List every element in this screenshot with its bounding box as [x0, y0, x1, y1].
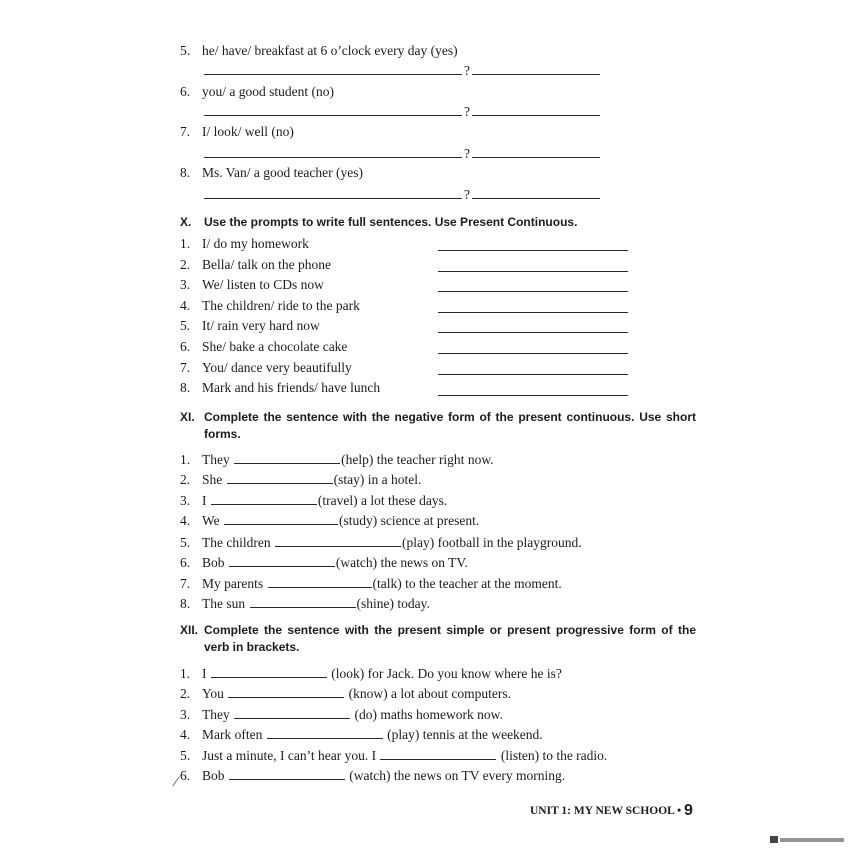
answer-blank[interactable]	[380, 747, 496, 760]
xii-item-2: 2. You (know) a lot about computers.	[180, 686, 511, 701]
answer-blank[interactable]	[211, 665, 327, 678]
answer-blank[interactable]	[227, 471, 333, 484]
x-item-8: 8. Mark and his friends/ have lunch	[180, 380, 381, 395]
answer-line[interactable]	[438, 353, 628, 354]
xii-item-5: 5. Just a minute, I can’t hear you. I (listen) to the radio.	[180, 748, 608, 763]
x-item-1: 1. I/ do my homework	[180, 236, 309, 251]
answer-blank[interactable]	[250, 595, 356, 608]
answer-blank[interactable]	[472, 145, 600, 158]
answer-blank[interactable]	[472, 62, 600, 75]
ix-answer-8: ?	[204, 186, 600, 202]
x-item-4: 4. The children/ ride to the park	[180, 298, 360, 313]
ix-item-6: 6. you/ a good student (no)	[180, 84, 334, 99]
xi-item-3: 3. I (travel) a lot these days.	[180, 493, 448, 508]
answer-blank[interactable]	[204, 103, 462, 116]
ix-answer-7: ?	[204, 145, 600, 161]
ix-answer-5: ?	[204, 62, 600, 78]
xi-item-8: 8. The sun (shine) today.	[180, 596, 430, 611]
x-item-5: 5. It/ rain very hard now	[180, 318, 320, 333]
publisher-stamp-icon	[770, 834, 846, 844]
answer-blank[interactable]	[224, 512, 338, 525]
answer-blank[interactable]	[275, 534, 401, 547]
footer-bullet: •	[677, 805, 682, 817]
answer-line[interactable]	[438, 291, 628, 292]
ix-item-5: 5. he/ have/ breakfast at 6 o’clock every day (yes)	[180, 43, 458, 58]
answer-line[interactable]	[438, 312, 628, 313]
answer-blank[interactable]	[268, 575, 372, 588]
answer-blank[interactable]	[229, 767, 345, 780]
answer-blank[interactable]	[204, 62, 462, 75]
page-footer	[530, 802, 693, 820]
x-item-2: 2. Bella/ talk on the phone	[180, 257, 331, 272]
answer-blank[interactable]	[228, 685, 344, 698]
answer-blank[interactable]	[472, 103, 600, 116]
xi-item-2: 2. She (stay) in a hotel.	[180, 472, 422, 487]
xi-item-6: 6. Bob (watch) the news on TV.	[180, 555, 468, 570]
answer-blank[interactable]	[229, 554, 335, 567]
x-item-7: 7. You/ dance very beautifully	[180, 360, 352, 375]
x-item-6: 6. She/ bake a chocolate cake	[180, 339, 348, 354]
xii-item-6: 6. Bob (watch) the news on TV every morning.	[180, 768, 566, 783]
answer-blank[interactable]	[211, 492, 317, 505]
xi-item-1: 1. They (help) the teacher right now.	[180, 452, 494, 467]
ix-item-7: 7. I/ look/ well (no)	[180, 124, 294, 139]
answer-blank[interactable]	[267, 726, 383, 739]
section-xii-heading: XII. Complete the sentence with the present simple or present progressive form of the verb in brackets.	[180, 623, 696, 654]
section-x-heading: X. Use the prompts to write full sentences. Use Present Continuous.	[180, 215, 578, 229]
answer-line[interactable]	[438, 395, 628, 396]
xi-item-5: 5. The children (play) football in the playground.	[180, 535, 582, 550]
x-item-3: 3. We/ listen to CDs now	[180, 277, 324, 292]
answer-blank[interactable]	[234, 706, 350, 719]
answer-line[interactable]	[438, 271, 628, 272]
answer-blank[interactable]	[204, 145, 462, 158]
answer-blank[interactable]	[472, 186, 600, 199]
xi-item-7: 7. My parents (talk) to the teacher at the moment.	[180, 576, 562, 591]
unit-title: UNIT 1: MY NEW SCHOOL	[530, 805, 675, 817]
ix-answer-6: ?	[204, 103, 600, 119]
page-number: 9	[683, 802, 693, 819]
answer-blank[interactable]	[234, 451, 340, 464]
answer-blank[interactable]	[204, 186, 462, 199]
xii-item-3: 3. They (do) maths homework now.	[180, 707, 503, 722]
xii-item-1: 1. I (look) for Jack. Do you know where he is?	[180, 666, 562, 681]
ix-item-8: 8. Ms. Van/ a good teacher (yes)	[180, 165, 363, 180]
xii-item-4: 4. Mark often (play) tennis at the weekend.	[180, 727, 543, 742]
answer-line[interactable]	[438, 332, 628, 333]
xi-item-4: 4. We (study) science at present.	[180, 513, 480, 528]
answer-line[interactable]	[438, 374, 628, 375]
section-xi-heading: XI. Complete the sentence with the negative form of the present continuous. Use short forms.	[180, 410, 696, 441]
answer-line[interactable]	[438, 250, 628, 251]
